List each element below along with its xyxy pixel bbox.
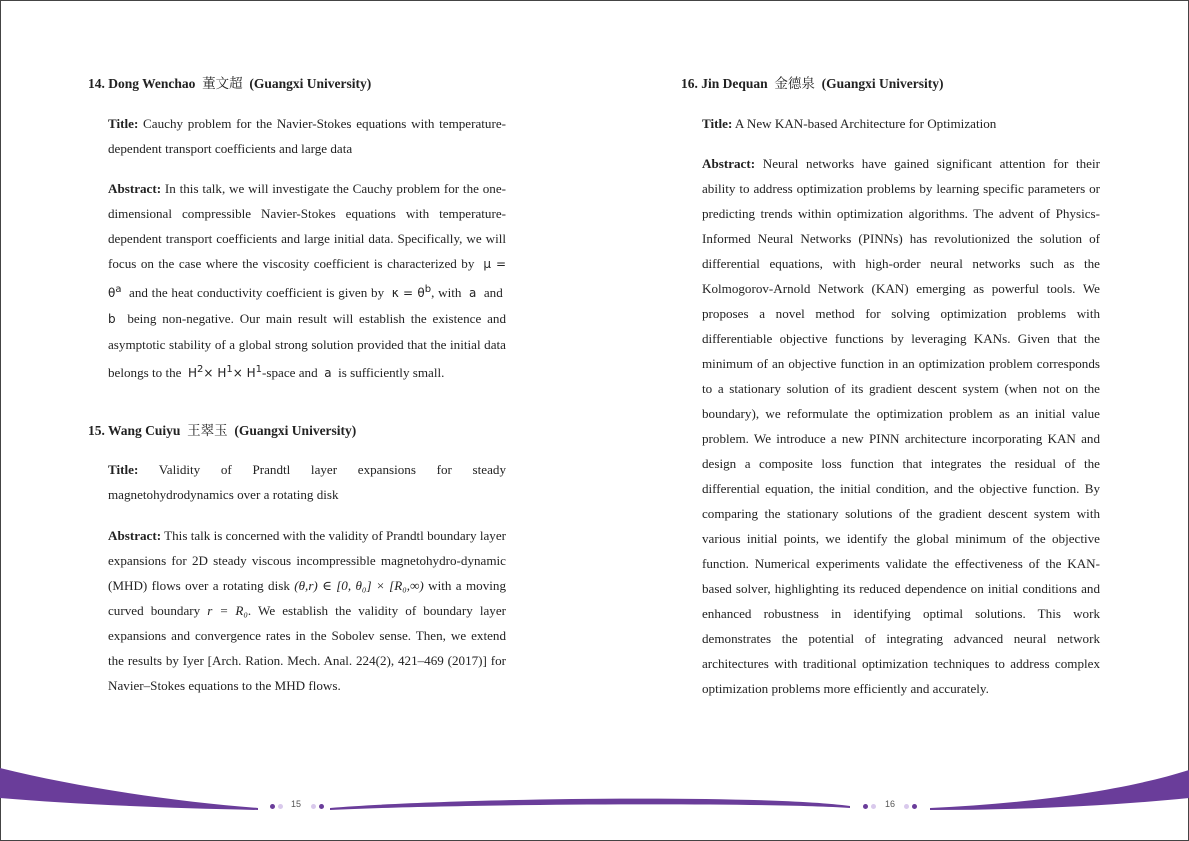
speaker-name: 16. Jin Dequan — [681, 76, 768, 91]
speaker-name: 14. Dong Wenchao — [88, 76, 196, 91]
left-page — [0, 0, 594, 841]
speaker-name: 15. Wang Cuiyu — [88, 423, 181, 438]
talk-16-heading — [681, 75, 944, 93]
conductivity-formula: $\kappa = \theta^b$ — [391, 284, 432, 300]
talk-15-heading — [88, 422, 356, 440]
talk-14-heading — [88, 75, 371, 93]
right-wave — [930, 770, 1189, 810]
var-b: b — [108, 312, 116, 326]
var-a: a — [324, 366, 332, 380]
domain-expression: (θ,r) ∈ [0, θ₀] × [R₀,∞) — [294, 578, 424, 593]
speaker-affiliation: (Guangxi University) — [821, 76, 944, 91]
speaker-affiliation: (Guangxi University) — [234, 423, 357, 438]
abstract-text: , with — [431, 285, 462, 300]
title-label: Title: — [702, 116, 733, 131]
talk-16-abstract — [702, 151, 1100, 701]
decor-dot — [311, 804, 316, 809]
speaker-chinese-name: 金德泉 — [774, 76, 815, 92]
talk-16-title — [702, 111, 1100, 136]
abstract-text: with a moving curved boundary — [108, 578, 506, 618]
abstract-text: -space and — [262, 365, 318, 380]
abstract-text: Neural networks have gained significant attention for their ability to address optimization problems by learning specific parameters or predicting trends within optimization algorithms. The advent of Physics-Informed Neural Networks (PINNs) has revolutionized the solution of differential equations, with high-order neural networks such as the Kolmogorov-Arnold Network (KAN) emerging as powerful tools. We proposes a novel method for solving optimization problems with differentiable objective functions by leveraging KANs. Given that the minimum of an objective function in an optimization problem corresponds to a stationary solution of its gradient descent system (when not on the boundary), we reformulate the optimization problem as an initial value problem. We introduce a new PINN architecture incorporating KAN and design a composite loss function that integrates the residual of the differential equation, the initial condition, and the objective function. By comparing the stationary solutions of the gradient descent system with various initial points, we identify the global minimum of the objective function. Numerical experiments validate the effectiveness of the KAN-based solver, highlighting its reduced dependence on initial conditions and enhanced robustness in identifying optimal solutions. This work demonstrates the potential of integrating advanced neural network architectures with traditional optimization techniques to address complex optimization problems more efficiently and accurately. — [702, 156, 1100, 696]
title-text: Validity of Prandtl layer expansions for steady magnetohydrodynamics over a rotating disk — [108, 462, 506, 502]
decor-dot — [871, 804, 876, 809]
decor-dot — [278, 804, 283, 809]
decor-dot — [863, 804, 868, 809]
abstract-text: is sufficiently small. — [338, 365, 445, 380]
decor-dot — [270, 804, 275, 809]
abstract-text: and the heat conductivity coefficient is given by — [129, 285, 385, 300]
talk-15-title — [108, 457, 506, 507]
left-wave — [0, 768, 258, 810]
abstract-label: Abstract: — [108, 181, 162, 196]
var-a: a — [468, 286, 477, 300]
footer-wave-decoration — [0, 760, 1189, 841]
page-number-right: 16 — [885, 799, 896, 809]
sobolev-space: $H^2\times H^1\times H^1$ — [188, 364, 263, 380]
abstract-label: Abstract: — [108, 528, 162, 543]
title-text: Cauchy problem for the Navier-Stokes equations with temperature-dependent transport coefficients and large data — [108, 116, 507, 156]
decor-dot — [912, 804, 917, 809]
abstract-text: This talk is concerned with the validity of Prandtl boundary layer expansions for 2D steady viscous incompressible magnetohydro-dynamic (MHD) flows over a rotating disk — [108, 528, 506, 593]
decor-dot — [904, 804, 909, 809]
boundary-expression: r = R₀ — [207, 603, 248, 618]
speaker-affiliation: (Guangxi University) — [249, 76, 372, 91]
talk-15-abstract — [108, 523, 506, 698]
title-text: A New KAN-based Architecture for Optimization — [734, 116, 997, 131]
abstract-text: and — [483, 285, 503, 300]
abstract-text: . We establish the validity of boundary layer expansions and convergence rates in the Sobolev sense. Then, we extend the results by Iyer [Arch. Ration. Mech. Anal. 224(2), 421–469 (2017)] for Navier–Stokes equations to the MHD flows. — [108, 603, 507, 693]
abstract-label: Abstract: — [702, 156, 756, 171]
center-wave — [330, 799, 850, 810]
speaker-chinese-name: 董文超 — [202, 76, 243, 92]
title-label: Title: — [108, 462, 139, 477]
abstract-text: being non-negative. Our main result will establish the existence and asymptotic stability of a global strong solution provided that the initial data belongs to the — [108, 311, 507, 380]
talk-14-abstract — [108, 176, 506, 386]
page-number-left: 15 — [291, 799, 302, 809]
right-page — [594, 0, 1189, 841]
viscosity-formula: $\mu = \theta^a$ — [108, 257, 507, 300]
talk-14-title — [108, 111, 506, 161]
decor-dot — [319, 804, 324, 809]
speaker-chinese-name: 王翠玉 — [187, 423, 228, 439]
title-label: Title: — [108, 116, 139, 131]
abstract-text: In this talk, we will investigate the Cauchy problem for the one-dimensional compressible Navier-Stokes equations with temperature-dependent transport coefficients and large initial data. Specifically, we will focus on the case where the viscosity coefficient is characterized by — [108, 181, 506, 271]
